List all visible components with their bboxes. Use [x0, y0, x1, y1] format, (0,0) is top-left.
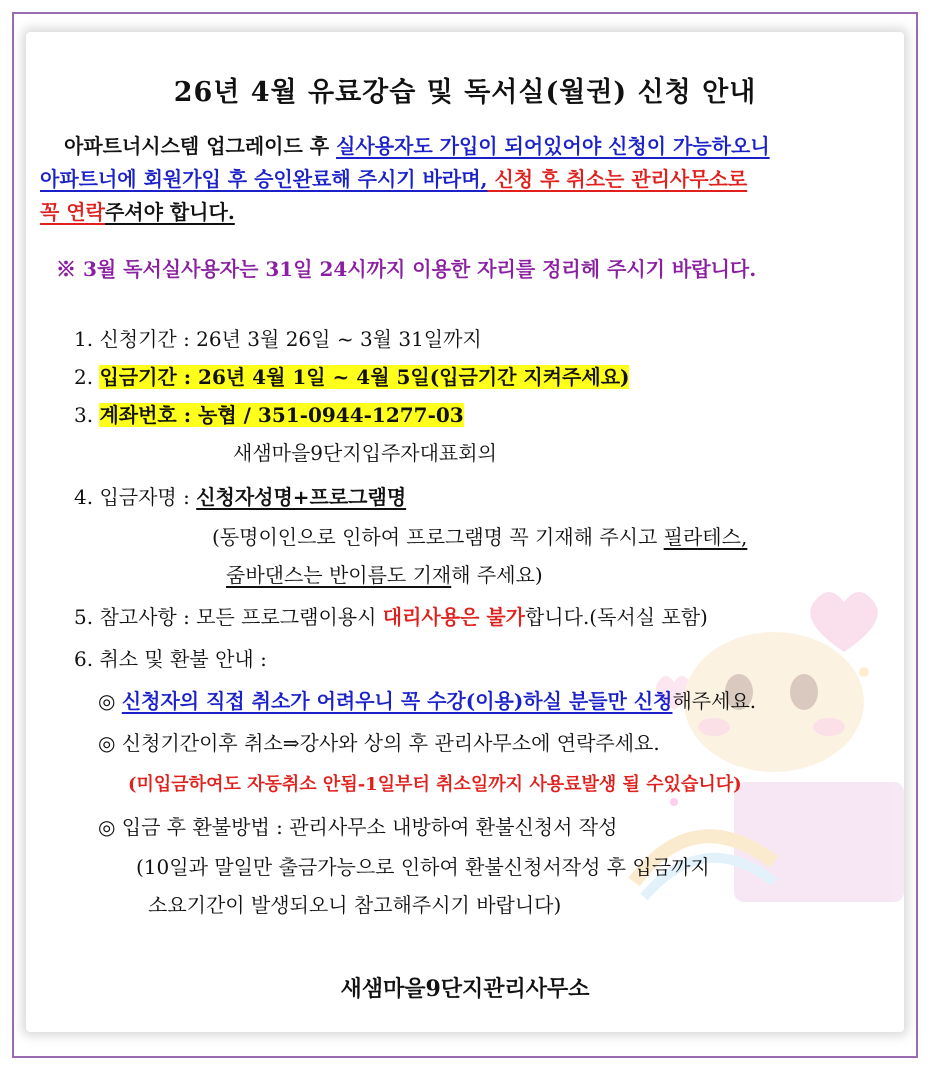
- depositor-format: 신청자성명+프로그램명: [196, 485, 407, 509]
- reading-room-notice: ※ 3월 독서실사용자는 31일 24시까지 이용한 자리를 정리헤 주시기 바랍니다.: [56, 257, 757, 281]
- intro-signup-note: 아파트너에 회원가입 후 승인완료해 주시기 바라며,: [40, 167, 488, 191]
- depositor-note-ending: 해 주세요): [451, 563, 543, 587]
- intro-membership-note: 실사용자도 가입이 되어있어야 신청이 가능하오니: [336, 134, 770, 158]
- outer-frame: [12, 12, 918, 1058]
- item-account-number: [74, 400, 464, 430]
- direct-cancel-ending: 해주세요.: [672, 689, 757, 713]
- depositor-note-pilates: 필라테스,: [663, 525, 748, 549]
- office-signature: 새샘마을9단지관리사무소: [340, 976, 590, 1002]
- intro-cancel-note: 신청 후 취소는 관리사무소로: [487, 167, 748, 191]
- depositor-note-text: (동명이인으로 인하여 프로그램명 꼭 기재해 주시고: [212, 525, 664, 549]
- refund-note-line2: 소요기간이 발생되오니 참고해주시기 바랍니다): [148, 893, 562, 917]
- reference-label: 5. 참고사항 : 모든 프로그램이용시: [74, 605, 383, 629]
- depositor-note-line1: [212, 522, 747, 552]
- depositor-note-zumba: 줌바댄스는 반이름도 기재: [226, 563, 452, 587]
- sub-item-direct-cancel: [98, 686, 756, 716]
- intro-paragraph: [40, 130, 904, 229]
- item-number: 3.: [74, 403, 100, 427]
- sub-item-refund-method: ◎ 입금 후 환불방법 : 관리사무소 내방하여 환불신청서 작성: [98, 815, 618, 839]
- late-cancel-note: (미입금하여도 자동취소 안됨-1일부터 취소일까지 사용료발생 될 수있습니다): [128, 774, 742, 795]
- item-number: 2.: [74, 365, 100, 389]
- deposit-period-text: 입금기간 : 26년 4월 1일 ~ 4월 5일(입금기간 지켜주세요): [99, 365, 630, 389]
- direct-cancel-warning: 신청자의 직접 취소가 어려우니 꼭 수강(이용)하실 분들만 신청: [121, 689, 673, 713]
- item-cancel-refund: 6. 취소 및 환불 안내 :: [74, 647, 267, 671]
- depositor-note-line2: [226, 560, 543, 590]
- reference-ending: 합니다.(독서실 포함): [524, 605, 708, 629]
- sub-item-late-cancel: ◎ 신청기간이후 취소⇒강사와 상의 후 관리사무소에 연락주세요.: [98, 731, 660, 755]
- item-reference: [74, 602, 708, 632]
- page-title: 26년 4월 유료강습 및 독서실(월권) 신청 안내: [173, 77, 757, 108]
- account-holder: 새샘마을9단지입주자대표회의: [233, 441, 497, 465]
- proxy-use-prohibited: 대리사용은 불가: [382, 605, 525, 629]
- intro-ending: 주셔야 합니다.: [104, 200, 235, 224]
- depositor-label: 4. 입금자명 :: [74, 485, 197, 509]
- intro-contact-emphasis: 꼭 연락: [40, 200, 105, 224]
- refund-note-line1: (10일과 말일만 출금가능으로 인하여 환불신청서작성 후 입금까지: [136, 855, 710, 879]
- intro-text: 아파트너시스템 업그레이드 후: [64, 134, 337, 158]
- item-deposit-period: [74, 362, 629, 392]
- bullet-mark: ◎: [98, 689, 122, 713]
- account-number-text: 계좌번호 : 농협 / 351-0944-1277-03: [99, 403, 464, 427]
- item-application-period: 1. 신청기간 : 26년 3월 26일 ~ 3월 31일까지: [74, 327, 482, 351]
- item-depositor-name: [74, 482, 406, 512]
- notice-panel: [26, 32, 904, 1032]
